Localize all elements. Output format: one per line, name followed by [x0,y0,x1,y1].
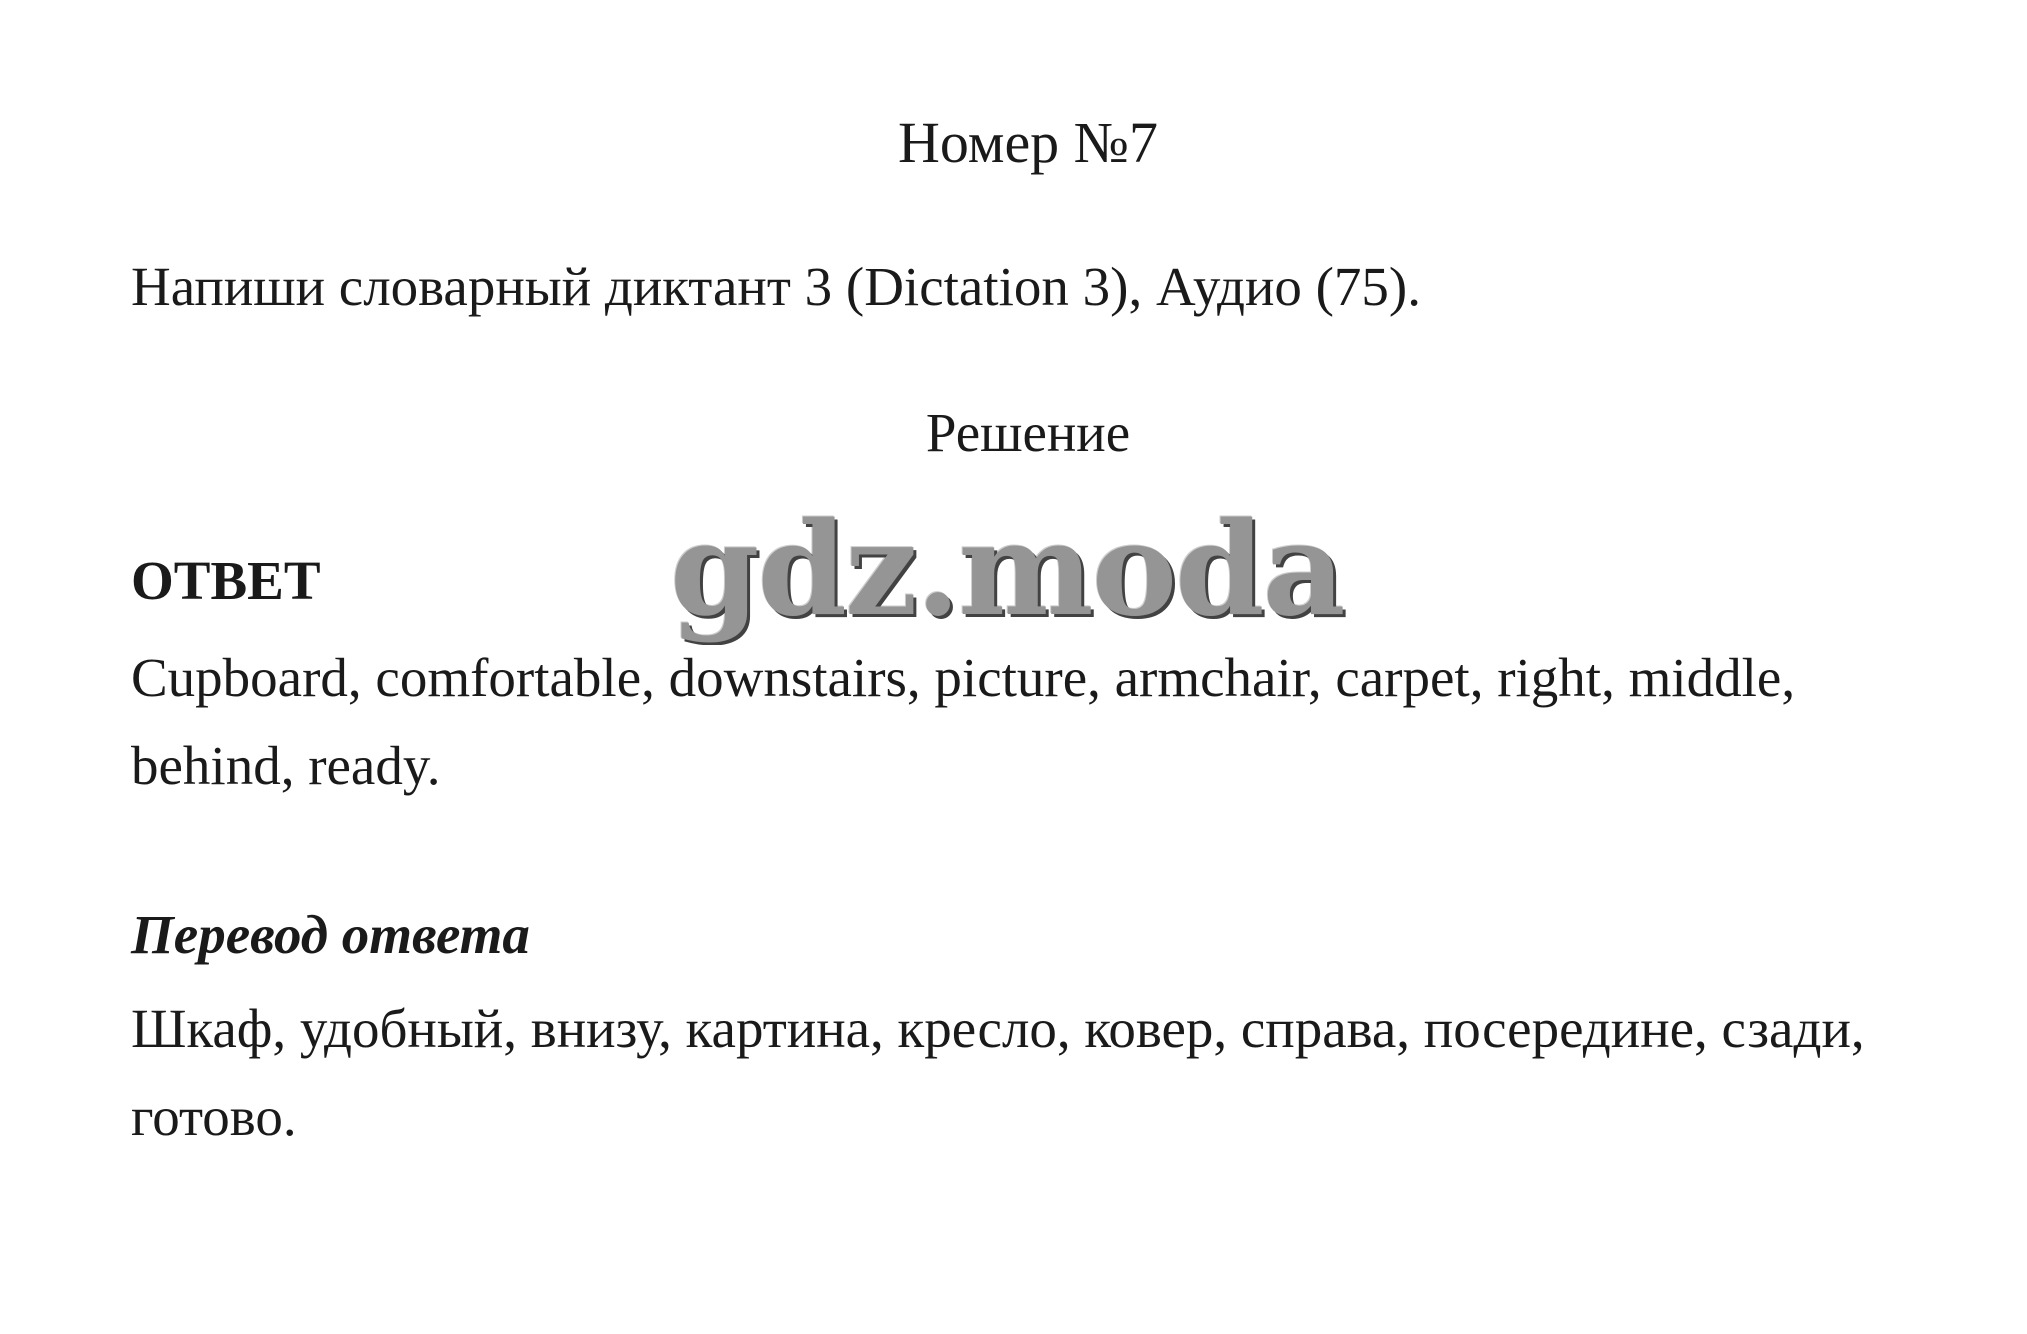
answer-text: Cupboard, comfortable, downstairs, picture, armchair, carpet, right, middle, behind, ready. [131,647,1796,796]
translation-heading: Перевод ответа [131,904,530,965]
watermark-logo: gdz.moda [670,495,1344,645]
task-text: Напиши словарный диктант 3 (Dictation 3), Аудио (75). [131,256,1422,317]
page-title: Номер №7 [897,110,1159,175]
translation-text: Шкаф, удобный, внизу, картина, кресло, ковер, справа, посередине, сзади, готово. [131,998,1865,1147]
solution-label: Решение [925,402,1131,463]
answer-heading: ОТВЕТ [131,550,321,611]
